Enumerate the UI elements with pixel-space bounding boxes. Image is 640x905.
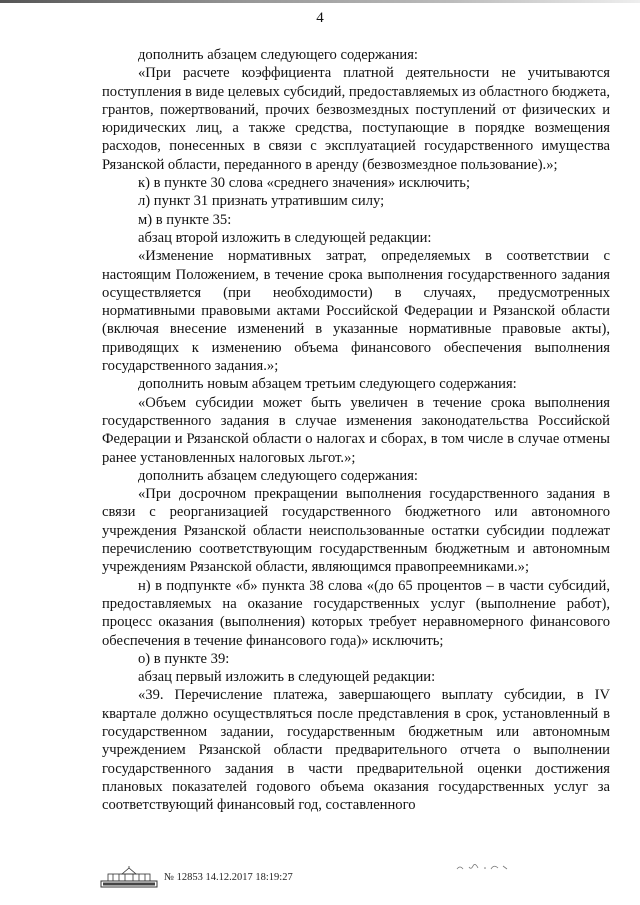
paragraph: абзац первый изложить в следующей редакции: bbox=[138, 669, 436, 686]
paragraph: «39. Перечисление платежа, завершающего выплату субсидии, в IV квартале должно осуществляться после представления в срок, установленный в государственном задании, государственным бюджетным или автономным учреждением Рязанской области предварительного отчета о выполнении государственного задания в части предварительной оценки достижения плановых показателей годового объема оказания государственных услуг за соответствующий финансовый год, составленного bbox=[102, 687, 610, 814]
document-body bbox=[102, 46, 610, 814]
page-number: 4 bbox=[316, 10, 324, 26]
paragraph: «Объем субсидии может быть увеличен в течение срока выполнения государственного задания в случае изменения законодательства Российской Федерации и Рязанской области о налогах и сборах, в том числе в случае отмены ранее установленных налоговых льгот.»; bbox=[102, 394, 610, 466]
paragraph: о) в пункте 39: bbox=[138, 650, 230, 667]
handwritten-mark-icon bbox=[455, 860, 515, 874]
paragraph: л) пункт 31 признать утратившим силу; bbox=[138, 193, 385, 210]
paragraph: «Изменение нормативных затрат, определяемых в соответствии с настоящим Положением, в течение срока выполнения государственного задания осуществляется (при необходимости) в случаях, предусмотренных нормативными правовыми актами Российской Федерации и Рязанской области (включая внесение изменений в указанные нормативные правовые акты), приводящих к изменению объема финансового обеспечения выполнения государственного задания.»; bbox=[102, 248, 610, 375]
document-registration-info: № 12853 14.12.2017 18:19:27 bbox=[164, 872, 293, 883]
footer bbox=[100, 866, 620, 890]
paragraph: дополнить новым абзацем третьим следующего содержания: bbox=[138, 376, 517, 393]
paragraph: н) в подпункте «б» пункта 38 слова «(до 65 процентов – в части субсидий, предоставляемых на оказание государственных услуг (выполнение работ), процесс оказания (выполнения) которых требует неравномерного финансового обеспечения в течение финансового года)» исключить; bbox=[102, 577, 610, 649]
scan-edge bbox=[0, 0, 640, 3]
paragraph: «При расчете коэффициента платной деятельности не учитываются поступления в виде целевых субсидий, предоставляемых из областного бюджета, грантов, пожертвований, прочих безвозмездных поступлений от физических и юридических лиц, а также средства, поступающие в порядке возмещения расходов, понесенных в связи с эксплуатацией государственного имущества Рязанской области, переданного в аренду (безвозмездное пользование).»; bbox=[102, 65, 610, 173]
paragraph: дополнить абзацем следующего содержания: bbox=[138, 467, 418, 484]
paragraph: м) в пункте 35: bbox=[138, 211, 232, 228]
paragraph: к) в пункте 30 слова «среднего значения» исключить; bbox=[138, 175, 471, 192]
paragraph: «При досрочном прекращении выполнения государственного задания в связи с реорганизацией государственного бюджетного или автономного учреждения Рязанской области неиспользованные остатки субсидии подлежат перечислению соответствующим государственным бюджетным и автономным учреждениям Рязанской области, являющимся правопреемниками.»; bbox=[102, 486, 610, 576]
paragraph: абзац второй изложить в следующей редакции: bbox=[138, 229, 432, 246]
building-stamp-icon bbox=[100, 866, 158, 888]
paragraph: дополнить абзацем следующего содержания: bbox=[138, 47, 418, 63]
